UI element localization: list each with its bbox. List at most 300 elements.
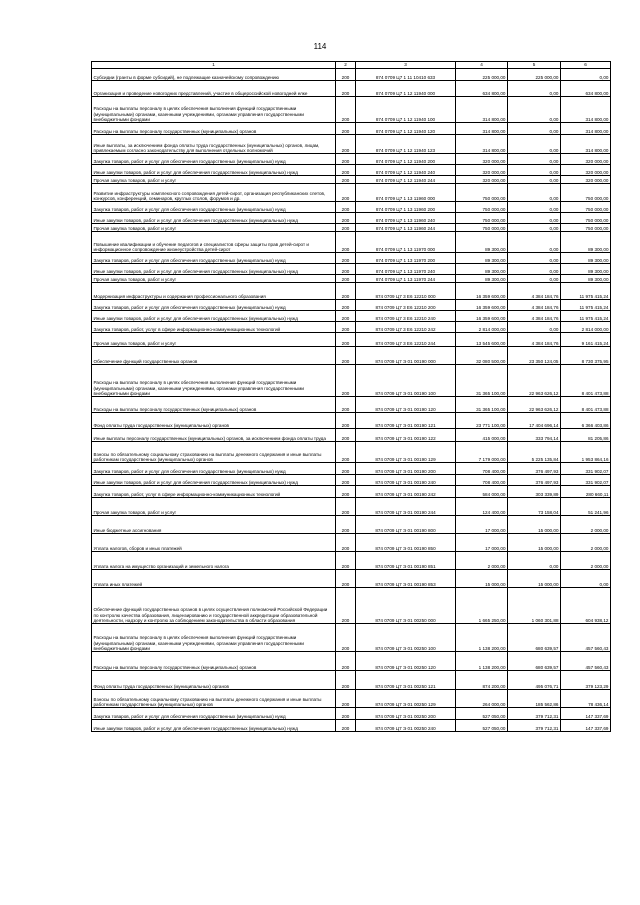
row-remaining-cell: 2 814 000,00 bbox=[561, 322, 611, 333]
row-classification-cell: 874 0709 Ц7 Э 01 00190 850 bbox=[356, 534, 456, 552]
row-classification-cell: 874 0709 Ц7 Э 01 00250 129 bbox=[356, 690, 456, 708]
row-code-cell: 200 bbox=[336, 534, 356, 552]
row-remaining-cell: 6 366 403,86 bbox=[561, 413, 611, 429]
row-classification-cell: 874 0709 Ц7 3 Е6 12210 240 bbox=[356, 311, 456, 322]
row-classification-cell: 874 0709 Ц7 Э 01 00190 200 bbox=[356, 463, 456, 475]
row-classification-cell: 874 0709 Ц7 Э 01 00190 100 bbox=[356, 365, 456, 397]
row-classification-cell: 874 0709 Ц7 3 Е6 12210 242 bbox=[356, 322, 456, 333]
row-approved-cell: 750 000,00 bbox=[456, 202, 508, 213]
table-row bbox=[92, 275, 611, 283]
row-code-cell: 200 bbox=[336, 135, 356, 154]
row-remaining-cell: 320 000,00 bbox=[561, 176, 611, 184]
row-name-cell: Иные закупки товаров, работ и услуг для обеспечения государственных (муниципальных) нужд bbox=[92, 720, 336, 732]
row-remaining-cell: 8 730 375,95 bbox=[561, 347, 611, 365]
row-remaining-cell: 9 161 415,24 bbox=[561, 333, 611, 347]
row-remaining-cell: 8 401 473,88 bbox=[561, 365, 611, 397]
row-classification-cell: 874 0709 Ц7 Э 01 00190 242 bbox=[356, 486, 456, 498]
row-approved-cell: 17 000,00 bbox=[456, 516, 508, 534]
row-classification-cell: 874 0709 Ц7 Э 01 00250 240 bbox=[356, 720, 456, 732]
row-executed-cell: 0,00 bbox=[508, 224, 561, 232]
row-name-cell: Фонд оплаты труда государственных (муниципальных) органов bbox=[92, 413, 336, 429]
row-approved-cell: 2 000,00 bbox=[456, 552, 508, 570]
row-name-cell: Взносы по обязательному социальному страхованию на выплаты денежного содержания и иные выплаты работникам государственных (муниципальных) органов bbox=[92, 690, 336, 708]
row-approved-cell: 31 365 100,00 bbox=[456, 397, 508, 413]
row-remaining-cell: 89 300,00 bbox=[561, 232, 611, 253]
row-code-cell: 200 bbox=[336, 652, 356, 671]
row-classification-cell: 874 0709 Ц7 Э 01 00250 000 bbox=[356, 588, 456, 624]
row-classification-cell: 874 0709 Ц7 1 12 11940 123 bbox=[356, 135, 456, 154]
row-remaining-cell: 331 902,07 bbox=[561, 475, 611, 486]
row-remaining-cell: 89 300,00 bbox=[561, 275, 611, 283]
row-approved-cell: 527 050,00 bbox=[456, 720, 508, 732]
row-approved-cell: 16 359 600,00 bbox=[456, 283, 508, 300]
row-code-cell: 200 bbox=[336, 69, 356, 81]
row-code-cell: 200 bbox=[336, 202, 356, 213]
row-executed-cell: 0,00 bbox=[508, 97, 561, 123]
row-name-cell: Закупка товаров, работ, услуг в сфере информационно-коммуникационных технологий bbox=[92, 486, 336, 498]
row-name-cell: Расходы на выплаты персоналу государственных (муниципальных) органов bbox=[92, 123, 336, 135]
row-code-cell: 200 bbox=[336, 347, 356, 365]
row-code-cell: 200 bbox=[336, 516, 356, 534]
table-row bbox=[92, 154, 611, 165]
row-name-cell: Иные закупки товаров, работ и услуг для обеспечения государственных (муниципальных) нужд bbox=[92, 264, 336, 275]
row-executed-cell: 4 384 184,76 bbox=[508, 311, 561, 322]
row-classification-cell: 874 0709 Ц7 1 12 11940 244 bbox=[356, 176, 456, 184]
column-header-4: 4 bbox=[456, 62, 508, 69]
row-remaining-cell: 750 000,00 bbox=[561, 184, 611, 202]
table-row bbox=[92, 442, 611, 463]
row-remaining-cell: 11 975 415,24 bbox=[561, 283, 611, 300]
row-approved-cell: 750 000,00 bbox=[456, 184, 508, 202]
row-remaining-cell: 604 938,12 bbox=[561, 588, 611, 624]
table-row bbox=[92, 253, 611, 264]
row-approved-cell: 415 000,00 bbox=[456, 429, 508, 442]
row-name-cell: Прочая закупка товаров, работ и услуг bbox=[92, 176, 336, 184]
row-remaining-cell: 2 000,00 bbox=[561, 552, 611, 570]
row-code-cell: 200 bbox=[336, 232, 356, 253]
row-code-cell: 200 bbox=[336, 365, 356, 397]
row-name-cell: Закупка товаров, работ и услуг для обеспечения государственных (муниципальных) нужд bbox=[92, 463, 336, 475]
row-name-cell: Закупка товаров, работ и услуг для обеспечения государственных (муниципальных) нужд bbox=[92, 300, 336, 311]
row-remaining-cell: 78 436,14 bbox=[561, 690, 611, 708]
row-name-cell: Прочая закупка товаров, работ и услуг bbox=[92, 275, 336, 283]
row-approved-cell: 89 300,00 bbox=[456, 232, 508, 253]
row-classification-cell: 874 0709 Ц7 1 11 10410 633 bbox=[356, 69, 456, 81]
row-approved-cell: 17 000,00 bbox=[456, 534, 508, 552]
table-row bbox=[92, 708, 611, 720]
table-row bbox=[92, 413, 611, 429]
row-code-cell: 200 bbox=[336, 475, 356, 486]
row-executed-cell: 22 963 626,12 bbox=[508, 365, 561, 397]
table-row bbox=[92, 311, 611, 322]
row-remaining-cell: 320 000,00 bbox=[561, 154, 611, 165]
row-executed-cell: 680 639,57 bbox=[508, 652, 561, 671]
row-approved-cell: 15 000,00 bbox=[456, 570, 508, 588]
table-row bbox=[92, 486, 611, 498]
row-remaining-cell: 81 205,86 bbox=[561, 429, 611, 442]
row-code-cell: 200 bbox=[336, 97, 356, 123]
row-classification-cell: 874 0709 Ц7 3 Е6 12210 200 bbox=[356, 300, 456, 311]
row-code-cell: 200 bbox=[336, 429, 356, 442]
row-code-cell: 200 bbox=[336, 413, 356, 429]
row-code-cell: 200 bbox=[336, 213, 356, 224]
row-name-cell: Уплата иных платежей bbox=[92, 570, 336, 588]
row-classification-cell: 874 0709 Ц7 Э 01 00190 800 bbox=[356, 516, 456, 534]
row-code-cell: 200 bbox=[336, 300, 356, 311]
row-approved-cell: 16 359 600,00 bbox=[456, 300, 508, 311]
table-row bbox=[92, 516, 611, 534]
row-name-cell: Обеспечение функций государственных органов bbox=[92, 347, 336, 365]
column-header-5: 5 bbox=[508, 62, 561, 69]
row-name-cell: Иные бюджетные ассигнования bbox=[92, 516, 336, 534]
row-remaining-cell: 0,00 bbox=[561, 69, 611, 81]
row-approved-cell: 750 000,00 bbox=[456, 213, 508, 224]
row-executed-cell: 376 497,93 bbox=[508, 475, 561, 486]
row-code-cell: 200 bbox=[336, 253, 356, 264]
table-row bbox=[92, 624, 611, 652]
row-classification-cell: 874 0709 Ц7 1 13 11970 000 bbox=[356, 232, 456, 253]
row-approved-cell: 225 000,00 bbox=[456, 69, 508, 81]
row-remaining-cell: 11 975 415,24 bbox=[561, 300, 611, 311]
row-approved-cell: 320 000,00 bbox=[456, 165, 508, 176]
row-executed-cell: 0,00 bbox=[508, 81, 561, 97]
row-approved-cell: 750 000,00 bbox=[456, 224, 508, 232]
row-executed-cell: 0,00 bbox=[508, 135, 561, 154]
row-name-cell: Прочая закупка товаров, работ и услуг bbox=[92, 498, 336, 516]
row-code-cell: 200 bbox=[336, 322, 356, 333]
row-code-cell: 200 bbox=[336, 333, 356, 347]
row-approved-cell: 634 800,00 bbox=[456, 81, 508, 97]
table-row bbox=[92, 202, 611, 213]
row-remaining-cell: 89 300,00 bbox=[561, 253, 611, 264]
row-executed-cell: 0,00 bbox=[508, 165, 561, 176]
row-code-cell: 200 bbox=[336, 154, 356, 165]
row-name-cell: Расходы на выплаты персоналу государственных (муниципальных) органов bbox=[92, 652, 336, 671]
row-remaining-cell: 2 000,00 bbox=[561, 534, 611, 552]
row-approved-cell: 32 080 500,00 bbox=[456, 347, 508, 365]
row-executed-cell: 379 712,31 bbox=[508, 720, 561, 732]
row-classification-cell: 874 0709 Ц7 3 Е6 12210 244 bbox=[356, 333, 456, 347]
table-row bbox=[92, 165, 611, 176]
row-name-cell: Обеспечение функций государственных органов в целях осуществления полномочий Российской Федерации по контролю качества образования, лицензированию и государственной аккредитации образовательной деятельности, надзору и контролю за соблюдением законодательства в области образования bbox=[92, 588, 336, 624]
row-classification-cell: 874 0709 Ц7 1 13 11970 200 bbox=[356, 253, 456, 264]
row-approved-cell: 314 800,00 bbox=[456, 123, 508, 135]
table-row bbox=[92, 300, 611, 311]
row-name-cell: Закупка товаров, работ, услуг в сфере информационно-коммуникационных технологий bbox=[92, 322, 336, 333]
column-header-2: 2 bbox=[336, 62, 356, 69]
row-remaining-cell: 457 560,43 bbox=[561, 624, 611, 652]
row-classification-cell: 874 0709 Ц7 Э 01 00250 120 bbox=[356, 652, 456, 671]
row-approved-cell: 89 300,00 bbox=[456, 264, 508, 275]
row-executed-cell: 0,00 bbox=[508, 213, 561, 224]
row-approved-cell: 708 400,00 bbox=[456, 475, 508, 486]
row-approved-cell: 23 771 100,00 bbox=[456, 413, 508, 429]
row-executed-cell: 23 350 124,05 bbox=[508, 347, 561, 365]
row-code-cell: 200 bbox=[336, 552, 356, 570]
row-executed-cell: 15 000,00 bbox=[508, 534, 561, 552]
row-classification-cell: 874 0709 Ц7 1 13 11960 200 bbox=[356, 202, 456, 213]
row-code-cell: 200 bbox=[336, 498, 356, 516]
row-name-cell: Иные закупки товаров, работ и услуг для обеспечения государственных (муниципальных) нужд bbox=[92, 165, 336, 176]
row-name-cell: Иные закупки товаров, работ и услуг для обеспечения государственных (муниципальных) нужд bbox=[92, 213, 336, 224]
row-code-cell: 200 bbox=[336, 184, 356, 202]
row-classification-cell: 874 0709 Ц7 Э 01 00190 851 bbox=[356, 552, 456, 570]
row-executed-cell: 0,00 bbox=[508, 264, 561, 275]
row-approved-cell: 7 179 000,00 bbox=[456, 442, 508, 463]
row-executed-cell: 0,00 bbox=[508, 202, 561, 213]
row-classification-cell: 874 0709 Ц7 Э 01 00190 129 bbox=[356, 442, 456, 463]
row-remaining-cell: 1 953 864,16 bbox=[561, 442, 611, 463]
row-approved-cell: 1 138 200,00 bbox=[456, 652, 508, 671]
row-classification-cell: 874 0709 Ц7 Э 01 00190 121 bbox=[356, 413, 456, 429]
row-code-cell: 200 bbox=[336, 624, 356, 652]
row-classification-cell: 874 0709 Ц7 Э 01 00190 000 bbox=[356, 347, 456, 365]
row-executed-cell: 333 794,14 bbox=[508, 429, 561, 442]
row-code-cell: 200 bbox=[336, 708, 356, 720]
row-remaining-cell: 379 123,29 bbox=[561, 671, 611, 690]
row-remaining-cell: 280 660,11 bbox=[561, 486, 611, 498]
row-executed-cell: 22 963 626,12 bbox=[508, 397, 561, 413]
table-row bbox=[92, 81, 611, 97]
row-code-cell: 200 bbox=[336, 224, 356, 232]
row-classification-cell: 874 0709 Ц7 1 13 11970 244 bbox=[356, 275, 456, 283]
row-executed-cell: 17 404 696,14 bbox=[508, 413, 561, 429]
row-approved-cell: 31 365 100,00 bbox=[456, 365, 508, 397]
row-executed-cell: 0,00 bbox=[508, 275, 561, 283]
row-classification-cell: 874 0709 Ц7 Э 01 00190 122 bbox=[356, 429, 456, 442]
row-approved-cell: 89 300,00 bbox=[456, 253, 508, 264]
row-remaining-cell: 750 000,00 bbox=[561, 213, 611, 224]
row-code-cell: 200 bbox=[336, 720, 356, 732]
row-executed-cell: 0,00 bbox=[508, 253, 561, 264]
row-remaining-cell: 11 975 415,24 bbox=[561, 311, 611, 322]
table-row bbox=[92, 397, 611, 413]
row-name-cell: Закупка товаров, работ и услуг для обеспечения государственных (муниципальных) нужд bbox=[92, 253, 336, 264]
row-executed-cell: 15 000,00 bbox=[508, 570, 561, 588]
row-remaining-cell: 314 800,00 bbox=[561, 135, 611, 154]
row-executed-cell: 0,00 bbox=[508, 322, 561, 333]
row-code-cell: 200 bbox=[336, 588, 356, 624]
table-body bbox=[92, 69, 611, 732]
row-executed-cell: 0,00 bbox=[508, 552, 561, 570]
row-executed-cell: 4 384 184,76 bbox=[508, 333, 561, 347]
table-row bbox=[92, 652, 611, 671]
row-remaining-cell: 8 401 473,88 bbox=[561, 397, 611, 413]
row-classification-cell: 874 0709 Ц7 Э 01 00190 853 bbox=[356, 570, 456, 588]
row-name-cell: Модернизация инфраструктуры и содержания профессионального образования bbox=[92, 283, 336, 300]
row-approved-cell: 89 300,00 bbox=[456, 275, 508, 283]
row-approved-cell: 314 800,00 bbox=[456, 97, 508, 123]
row-classification-cell: 874 0709 Ц7 Э 01 00190 240 bbox=[356, 475, 456, 486]
row-approved-cell: 314 800,00 bbox=[456, 135, 508, 154]
row-classification-cell: 874 0709 Ц7 1 13 11960 240 bbox=[356, 213, 456, 224]
row-name-cell: Развитие инфраструктуры комплексного сопровождения детей-сирот, организация республиканских слетов, конкурсов, конференций, семинаров, круглых столов, форумов и др. bbox=[92, 184, 336, 202]
row-code-cell: 200 bbox=[336, 463, 356, 475]
row-remaining-cell: 320 000,00 bbox=[561, 165, 611, 176]
column-header-3: 3 bbox=[356, 62, 456, 69]
row-remaining-cell: 331 902,07 bbox=[561, 463, 611, 475]
column-header-1: 1 bbox=[92, 62, 336, 69]
table-row bbox=[92, 429, 611, 442]
row-approved-cell: 320 000,00 bbox=[456, 154, 508, 165]
table-row bbox=[92, 588, 611, 624]
row-remaining-cell: 634 800,00 bbox=[561, 81, 611, 97]
row-executed-cell: 0,00 bbox=[508, 123, 561, 135]
row-classification-cell: 874 0709 Ц7 1 12 11940 200 bbox=[356, 154, 456, 165]
row-name-cell: Иные закупки товаров, работ и услуг для обеспечения государственных (муниципальных) нужд bbox=[92, 311, 336, 322]
row-remaining-cell: 147 337,69 bbox=[561, 720, 611, 732]
table-row bbox=[92, 213, 611, 224]
row-code-cell: 200 bbox=[336, 690, 356, 708]
row-code-cell: 200 bbox=[336, 123, 356, 135]
row-name-cell: Закупка товаров, работ и услуг для обеспечения государственных (муниципальных) нужд bbox=[92, 202, 336, 213]
row-classification-cell: 874 0709 Ц7 1 12 11940 100 bbox=[356, 97, 456, 123]
row-classification-cell: 874 0709 Ц7 Э 01 00250 100 bbox=[356, 624, 456, 652]
row-executed-cell: 0,00 bbox=[508, 176, 561, 184]
row-code-cell: 200 bbox=[336, 176, 356, 184]
table-row bbox=[92, 184, 611, 202]
table-row bbox=[92, 264, 611, 275]
row-name-cell: Повышение квалификации и обучение педагогов и специалистов сферы защиты прав детей-сирот и информационное сопровождение жизнеустройства детей-сирот bbox=[92, 232, 336, 253]
row-code-cell: 200 bbox=[336, 442, 356, 463]
table-row bbox=[92, 333, 611, 347]
row-remaining-cell: 51 241,96 bbox=[561, 498, 611, 516]
row-classification-cell: 874 0709 Ц7 1 12 11940 000 bbox=[356, 81, 456, 97]
table-row bbox=[92, 534, 611, 552]
row-approved-cell: 124 400,00 bbox=[456, 498, 508, 516]
row-executed-cell: 4 384 184,76 bbox=[508, 283, 561, 300]
row-code-cell: 200 bbox=[336, 275, 356, 283]
row-remaining-cell: 750 000,00 bbox=[561, 224, 611, 232]
row-code-cell: 200 bbox=[336, 671, 356, 690]
row-classification-cell: 874 0709 Ц7 1 13 11970 240 bbox=[356, 264, 456, 275]
table-row bbox=[92, 135, 611, 154]
table-row bbox=[92, 365, 611, 397]
row-approved-cell: 13 545 600,00 bbox=[456, 333, 508, 347]
row-executed-cell: 1 060 301,88 bbox=[508, 588, 561, 624]
row-code-cell: 200 bbox=[336, 81, 356, 97]
table-row bbox=[92, 322, 611, 333]
row-name-cell: Расходы на выплаты персоналу в целях обеспечения выполнения функций государственными (муниципальными) органами, казенными учреждениями, органами управления государственными внебюджетными фондами bbox=[92, 97, 336, 123]
table-row bbox=[92, 671, 611, 690]
table-row bbox=[92, 232, 611, 253]
row-approved-cell: 1 138 200,00 bbox=[456, 624, 508, 652]
row-code-cell: 200 bbox=[336, 311, 356, 322]
row-executed-cell: 0,00 bbox=[508, 184, 561, 202]
row-approved-cell: 708 400,00 bbox=[456, 463, 508, 475]
row-name-cell: Субсидии (гранты в форме субсидий), не подлежащие казначейскому сопровождению bbox=[92, 69, 336, 81]
row-executed-cell: 303 339,89 bbox=[508, 486, 561, 498]
table-row bbox=[92, 123, 611, 135]
row-remaining-cell: 89 300,00 bbox=[561, 264, 611, 275]
row-classification-cell: 874 0709 Ц7 3 Е6 12210 000 bbox=[356, 283, 456, 300]
table-row bbox=[92, 475, 611, 486]
row-approved-cell: 16 359 600,00 bbox=[456, 311, 508, 322]
page-number: 114 bbox=[313, 42, 327, 51]
row-executed-cell: 185 562,86 bbox=[508, 690, 561, 708]
table-row bbox=[92, 498, 611, 516]
row-name-cell: Иные выплаты персоналу государственных (муниципальных) органов, за исключением фонда оплаты труда bbox=[92, 429, 336, 442]
row-name-cell: Иные закупки товаров, работ и услуг для обеспечения государственных (муниципальных) нужд bbox=[92, 475, 336, 486]
row-name-cell: Расходы на выплаты персоналу государственных (муниципальных) органов bbox=[92, 397, 336, 413]
row-code-cell: 200 bbox=[336, 264, 356, 275]
table-row bbox=[92, 552, 611, 570]
row-code-cell: 200 bbox=[336, 165, 356, 176]
row-remaining-cell: 314 800,00 bbox=[561, 97, 611, 123]
row-approved-cell: 264 000,00 bbox=[456, 690, 508, 708]
row-name-cell: Уплата налогов, сборов и иных платежей bbox=[92, 534, 336, 552]
row-name-cell: Закупка товаров, работ и услуг для обеспечения государственных (муниципальных) нужд bbox=[92, 154, 336, 165]
row-executed-cell: 73 158,04 bbox=[508, 498, 561, 516]
row-name-cell: Уплата налога на имущество организаций и земельного налога bbox=[92, 552, 336, 570]
table-row bbox=[92, 690, 611, 708]
row-classification-cell: 874 0709 Ц7 1 12 11940 240 bbox=[356, 165, 456, 176]
row-classification-cell: 874 0709 Ц7 Э 01 00250 121 bbox=[356, 671, 456, 690]
table-row bbox=[92, 463, 611, 475]
column-number-header-row bbox=[92, 62, 611, 69]
row-classification-cell: 874 0709 Ц7 1 13 11960 000 bbox=[356, 184, 456, 202]
row-remaining-cell: 147 337,69 bbox=[561, 708, 611, 720]
row-executed-cell: 5 225 135,84 bbox=[508, 442, 561, 463]
row-executed-cell: 0,00 bbox=[508, 232, 561, 253]
row-name-cell: Иные выплаты, за исключением фонда оплаты труда государственных (муниципальных) органов, лицам, привлекаемым согласно законодательству для выполнения отдельных полномочий bbox=[92, 135, 336, 154]
row-executed-cell: 15 000,00 bbox=[508, 516, 561, 534]
row-code-cell: 200 bbox=[336, 570, 356, 588]
row-name-cell: Прочая закупка товаров, работ и услуг bbox=[92, 224, 336, 232]
table-row bbox=[92, 224, 611, 232]
budget-execution-table bbox=[91, 61, 611, 732]
row-executed-cell: 376 497,93 bbox=[508, 463, 561, 475]
table-row bbox=[92, 69, 611, 81]
row-executed-cell: 680 639,57 bbox=[508, 624, 561, 652]
row-executed-cell: 495 076,71 bbox=[508, 671, 561, 690]
row-name-cell: Организация и проведение новогодних представлений, участие в общероссийской новогодней елке bbox=[92, 81, 336, 97]
row-code-cell: 200 bbox=[336, 283, 356, 300]
row-approved-cell: 1 665 250,00 bbox=[456, 588, 508, 624]
row-approved-cell: 320 000,00 bbox=[456, 176, 508, 184]
row-code-cell: 200 bbox=[336, 486, 356, 498]
row-name-cell: Расходы на выплаты персоналу в целях обеспечения выполнения функций государственными (муниципальными) органами, казенными учреждениями, органами управления государственными внебюджетными фондами bbox=[92, 624, 336, 652]
row-classification-cell: 874 0709 Ц7 1 13 11960 244 bbox=[356, 224, 456, 232]
row-remaining-cell: 0,00 bbox=[561, 570, 611, 588]
row-approved-cell: 527 050,00 bbox=[456, 708, 508, 720]
row-remaining-cell: 457 560,43 bbox=[561, 652, 611, 671]
row-remaining-cell: 2 000,00 bbox=[561, 516, 611, 534]
row-classification-cell: 874 0709 Ц7 Э 01 00250 200 bbox=[356, 708, 456, 720]
row-executed-cell: 4 384 184,76 bbox=[508, 300, 561, 311]
row-executed-cell: 225 000,00 bbox=[508, 69, 561, 81]
row-classification-cell: 874 0709 Ц7 Э 01 00190 244 bbox=[356, 498, 456, 516]
row-name-cell: Фонд оплаты труда государственных (муниципальных) органов bbox=[92, 671, 336, 690]
row-remaining-cell: 314 800,00 bbox=[561, 123, 611, 135]
table-row bbox=[92, 283, 611, 300]
table-row bbox=[92, 720, 611, 732]
row-classification-cell: 874 0709 Ц7 1 12 11940 120 bbox=[356, 123, 456, 135]
row-classification-cell: 874 0709 Ц7 Э 01 00190 120 bbox=[356, 397, 456, 413]
row-executed-cell: 0,00 bbox=[508, 154, 561, 165]
table-row bbox=[92, 570, 611, 588]
row-approved-cell: 2 814 000,00 bbox=[456, 322, 508, 333]
row-executed-cell: 379 712,31 bbox=[508, 708, 561, 720]
column-header-6: 6 bbox=[561, 62, 611, 69]
row-name-cell: Расходы на выплаты персоналу в целях обеспечения выполнения функций государственными (муниципальными) органами, казенными учреждениями, органами управления государственными внебюджетными фондами bbox=[92, 365, 336, 397]
table-row bbox=[92, 176, 611, 184]
row-name-cell: Закупка товаров, работ и услуг для обеспечения государственных (муниципальных) нужд bbox=[92, 708, 336, 720]
table-row bbox=[92, 97, 611, 123]
row-approved-cell: 584 000,00 bbox=[456, 486, 508, 498]
table-row bbox=[92, 347, 611, 365]
row-name-cell: Прочая закупка товаров, работ и услуг bbox=[92, 333, 336, 347]
